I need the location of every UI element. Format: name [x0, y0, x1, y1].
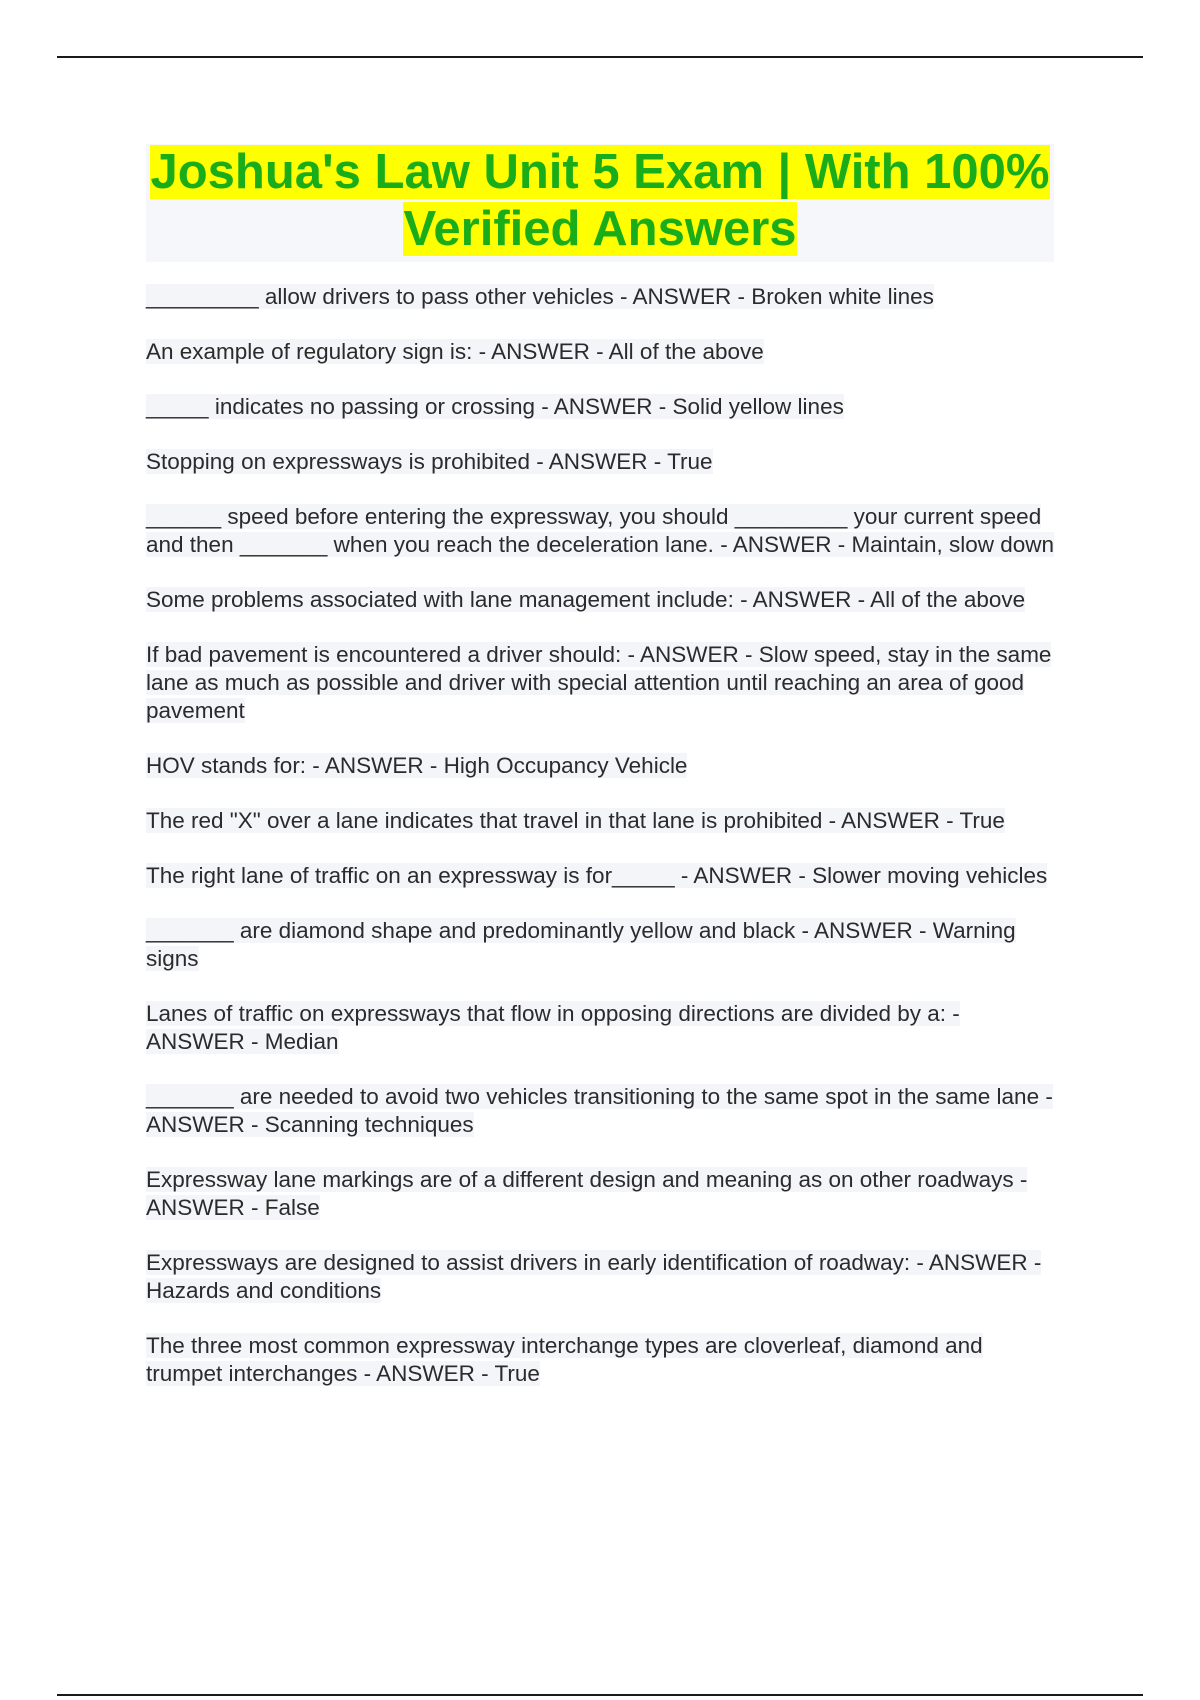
- qa-item: If bad pavement is encountered a driver should: - ANSWER - Slow speed, stay in the same lane as much as possible and driver with special attention until reaching an area of good pavement: [146, 642, 1052, 723]
- qa-item: HOV stands for: - ANSWER - High Occupancy Vehicle: [146, 753, 688, 778]
- bottom-rule: [57, 1694, 1143, 1696]
- qa-item: Some problems associated with lane management include: - ANSWER - All of the above: [146, 587, 1026, 612]
- qa-item: Expressway lane markings are of a different design and meaning as on other roadways - ANSWER - False: [146, 1167, 1028, 1220]
- qa-item: Expressways are designed to assist drivers in early identification of roadway: - ANSWER - Hazards and conditions: [146, 1250, 1042, 1303]
- qa-item: Lanes of traffic on expressways that flow in opposing directions are divided by a: - ANSWER - Median: [146, 1001, 960, 1054]
- qa-item: _____ indicates no passing or crossing - ANSWER - Solid yellow lines: [146, 394, 844, 419]
- page-title: [146, 144, 1054, 262]
- qa-item: Stopping on expressways is prohibited - ANSWER - True: [146, 449, 713, 474]
- qa-item: _______ are diamond shape and predominantly yellow and black - ANSWER - Warning signs: [146, 918, 1016, 971]
- title-line-1: Joshua's Law Unit 5 Exam | With 100%: [150, 145, 1050, 199]
- qa-item: The three most common expressway interchange types are cloverleaf, diamond and trumpet interchanges - ANSWER - True: [146, 1333, 983, 1386]
- qa-list: [146, 283, 1056, 1415]
- qa-item: An example of regulatory sign is: - ANSWER - All of the above: [146, 339, 764, 364]
- qa-item: _________ allow drivers to pass other vehicles - ANSWER - Broken white lines: [146, 284, 934, 309]
- qa-item: _______ are needed to avoid two vehicles transitioning to the same spot in the same lane - ANSWER - Scanning techniques: [146, 1084, 1053, 1137]
- top-rule: [57, 56, 1143, 58]
- title-line-2: Verified Answers: [403, 202, 797, 256]
- qa-item: The red "X" over a lane indicates that travel in that lane is prohibited - ANSWER - True: [146, 808, 1005, 833]
- qa-item: ______ speed before entering the expressway, you should _________ your current speed and then _______ when you reach the deceleration lane. - ANSWER - Maintain, slow down: [146, 504, 1055, 557]
- qa-item: The right lane of traffic on an expressway is for_____ - ANSWER - Slower moving vehicles: [146, 863, 1048, 888]
